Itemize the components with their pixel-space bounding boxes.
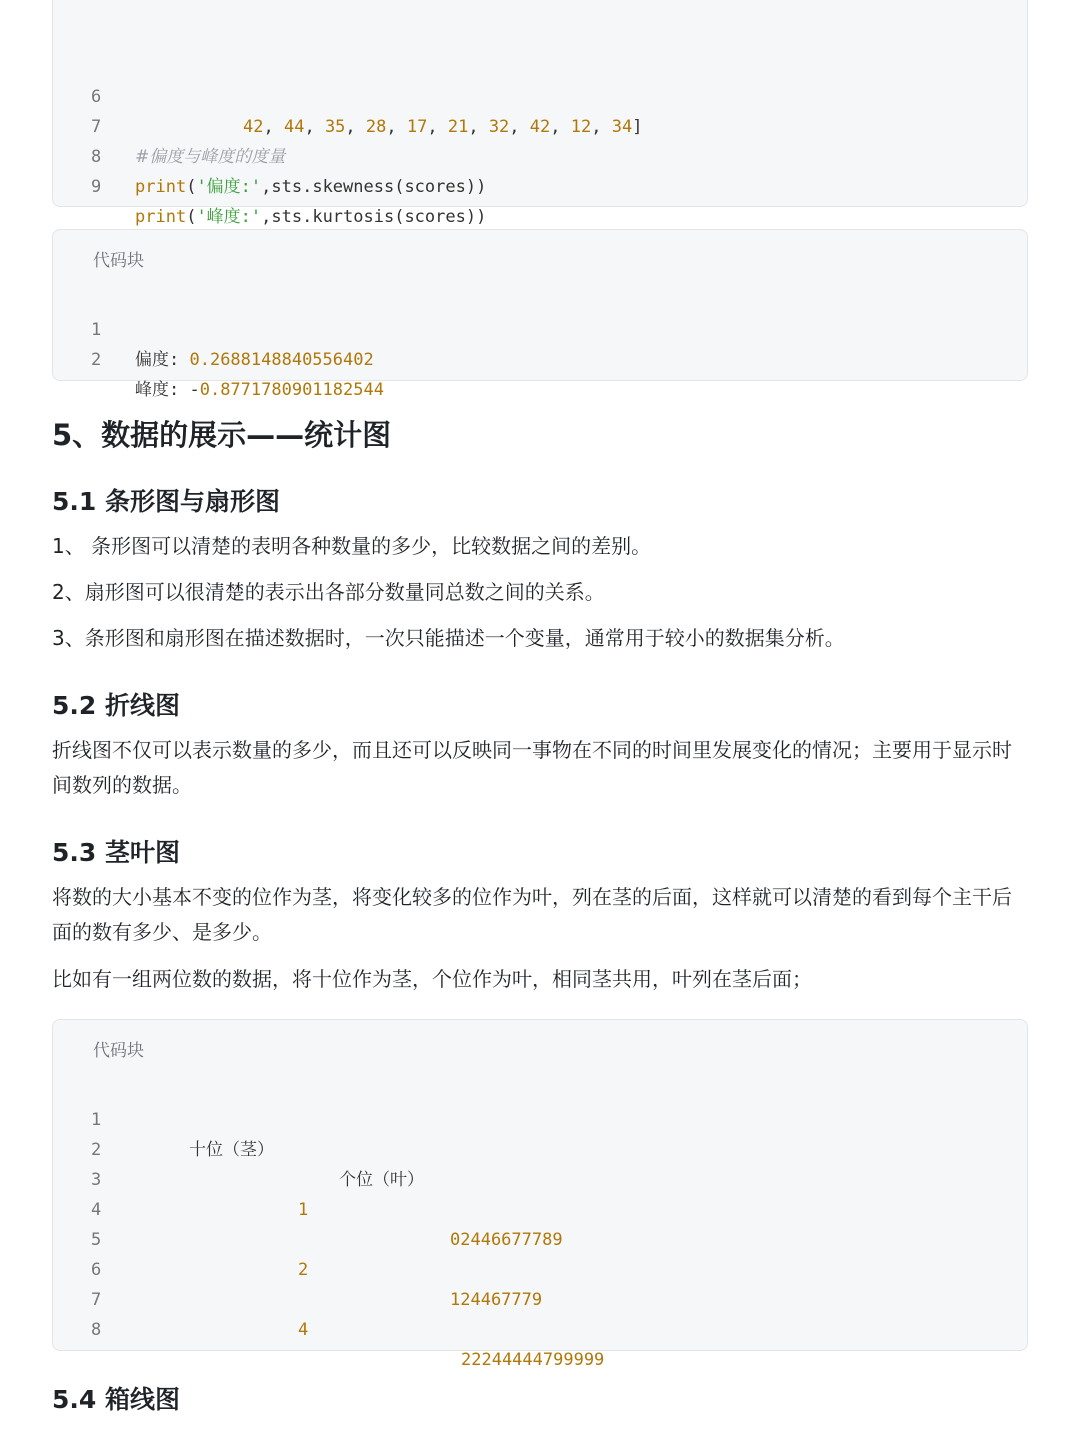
stem-value: 2 <box>298 1260 309 1280</box>
output-line-2: 2 峰度: -0.8771780901182544 <box>91 350 384 400</box>
code-comment: #偏度与峰度的度量 <box>135 147 286 167</box>
code-line-8: 8 <box>91 1320 102 1340</box>
scores-list-tail: 42, 44, 35, 28, 17, 21, 32, 42, 12, 34] <box>243 117 643 137</box>
code-block-label: 代码块 <box>93 1041 144 1061</box>
code-block-scores <box>52 0 1028 227</box>
print-kurtosis: print('峰度:',sts.kurtosis(scores)) <box>135 207 487 227</box>
stem-header: 十位（茎） <box>189 1140 274 1160</box>
subsection-title-5-4: 5.4 箱线图 <box>52 1385 180 1414</box>
code-line-7: 7 4 22244444799999 <box>53 1255 1027 1285</box>
subsection-title-5-2: 5.2 折线图 <box>52 691 180 720</box>
subsection-title-5-1: 5.1 条形图与扇形图 <box>52 487 280 516</box>
code-line-4: 4 <box>91 1200 102 1220</box>
paragraph: 将数的大小基本不变的位作为茎，将变化较多的位作为叶，列在茎的后面，这样就可以清楚的看到每个主干后面的数有多少、是多少。 <box>52 885 1012 944</box>
list-item: 1、 条形图可以清楚的表明各种数量的多少，比较数据之间的差别。 <box>52 534 652 558</box>
print-skewness: print('偏度:',sts.skewness(scores)) <box>135 177 487 197</box>
output-line-1: 1 偏度: 0.2688148840556402 <box>91 320 374 370</box>
code-block-label: 代码块 <box>93 251 144 271</box>
code-line-3: 3 1 02446677789 <box>53 1135 1027 1165</box>
leaf-header: 个位（叶） <box>339 1170 424 1190</box>
subsection-title-5-3: 5.3 茎叶图 <box>52 838 180 867</box>
code-block-stem-leaf <box>52 1019 1028 1370</box>
code-line-7: 7 #偏度与峰度的度量 <box>53 82 1027 112</box>
paragraph: 比如有一组两位数的数据，将十位作为茎，个位作为叶，相同茎共用，叶列在茎后面； <box>52 967 812 991</box>
code-line-9: 9 print('峰度:',sts.kurtosis(scores)) <box>53 142 1027 172</box>
stem-value: 4 <box>298 1320 309 1340</box>
leaf-value: 124467779 <box>450 1290 543 1310</box>
leaf-value: 22244444799999 <box>461 1350 605 1370</box>
code-line-6: 6 <box>91 1260 102 1280</box>
code-line-8: 8 print('偏度:',sts.skewness(scores)) <box>53 112 1027 142</box>
code-block-output <box>52 229 1028 400</box>
leaf-value: 02446677789 <box>450 1230 563 1250</box>
paragraph: 折线图不仅可以表示数量的多少，而且还可以反映同一事物在不同的时间里发展变化的情况；主要用于显示时间数列的数据。 <box>52 738 1012 797</box>
code-line-6: 6 42, 44, 35, 28, 17, 21, 32, 42, 12, 34] <box>53 52 1027 82</box>
list-item: 2、扇形图可以很清楚的表示出各部分数量同总数之间的关系。 <box>52 580 605 604</box>
code-line-1: 1 十位（茎） 个位（叶） <box>53 1075 1027 1105</box>
code-line-5: 5 2 124467779 <box>53 1195 1027 1225</box>
list-item: 3、条形图和扇形图在描述数据时，一次只能描述一个变量，通常用于较小的数据集分析。 <box>52 626 845 650</box>
stem-value: 1 <box>298 1200 309 1220</box>
section-title: 5、数据的展示——统计图 <box>52 418 392 452</box>
code-line-2: 2 <box>91 1140 102 1160</box>
